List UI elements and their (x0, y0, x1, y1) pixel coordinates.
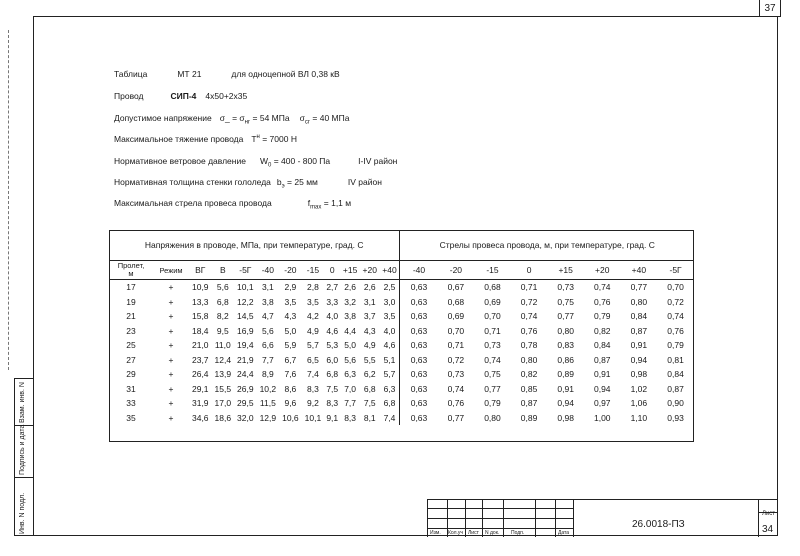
cell-span: 17 (126, 282, 136, 293)
cell-stress: 9,6 (284, 398, 297, 409)
cell-sag: 1,06 (630, 398, 648, 409)
cell-stress: 21,9 (237, 354, 254, 365)
cell-sag: 1,00 (593, 412, 611, 423)
cell-sag: 0,74 (520, 311, 538, 322)
cell-sag: 0,70 (667, 282, 684, 293)
sag-group-header: Стрелы провеса провода, м, при температуре, град. С (400, 230, 694, 261)
cell-stress: 5,7 (383, 369, 396, 380)
table-row (109, 396, 694, 411)
cell-sag: 0,71 (520, 282, 538, 293)
cell-stress: 4,3 (284, 311, 297, 322)
cell-stress: 12,2 (237, 296, 254, 307)
cell-stress: 6,8 (363, 383, 376, 394)
cell-sag: 0,73 (557, 282, 574, 293)
cell-stress: 5,0 (344, 340, 357, 351)
cell-sag: 0,80 (520, 354, 538, 365)
cell-stress: 5,0 (284, 325, 297, 336)
cell-stress: 7,6 (284, 369, 297, 380)
cell-mode: + (168, 354, 174, 365)
cell-span: 25 (126, 340, 136, 351)
cell-stress: 7,4 (383, 412, 396, 423)
cell-sag: 0,84 (593, 340, 611, 351)
cell-stress: 3,2 (344, 296, 357, 307)
stamp-label-date: Дата (558, 530, 570, 536)
cell-stress: 4,0 (326, 311, 339, 322)
col-header-stress: В (212, 261, 235, 280)
cell-sag: 0,82 (520, 369, 538, 380)
cell-stress: 29,1 (191, 383, 209, 394)
cell-stress: 4,7 (261, 311, 274, 322)
cell-sag: 0,68 (447, 296, 465, 307)
cell-sag: 0,67 (447, 282, 465, 293)
cell-sag: 0,91 (593, 369, 611, 380)
cell-stress: 6,8 (383, 398, 396, 409)
cell-sag: 0,94 (630, 354, 648, 365)
cell-stress: 7,7 (261, 354, 274, 365)
cell-mode: + (168, 282, 174, 293)
cell-stress: 34,6 (191, 412, 209, 423)
col-header-sag: +15 (547, 261, 584, 280)
cell-stress: 5,5 (363, 354, 376, 365)
cell-sag: 0,78 (520, 340, 538, 351)
cell-stress: 16,9 (237, 325, 254, 336)
cell-stress: 13,3 (191, 296, 209, 307)
cell-sag: 0,85 (520, 383, 538, 394)
cell-stress: 24,4 (237, 369, 254, 380)
cell-stress: 6,5 (307, 354, 319, 365)
cell-mode: + (168, 398, 174, 409)
cell-stress: 10,6 (282, 412, 299, 423)
cell-stress: 4,3 (363, 325, 376, 336)
cell-sag: 0,63 (400, 295, 438, 310)
side-label-signature: Подпись и дата (19, 424, 26, 475)
stamp-label-count: Кол.уч (448, 530, 463, 536)
cell-stress: 2,6 (344, 282, 357, 293)
wind-line: Нормативное ветровое давление $W_0 = 400 - 800$ Па I-IV район (114, 156, 398, 169)
cell-stress: 6,0 (326, 354, 339, 365)
stress-group-header: Напряжения в проводе, МПа, при температуре, град. С (109, 230, 400, 261)
cell-stress: 11,5 (259, 398, 276, 409)
cell-sag: 0,80 (557, 325, 574, 336)
table-row (109, 382, 694, 397)
col-header-stress: -40 (257, 261, 280, 280)
cell-mode: + (168, 296, 174, 307)
cell-stress: 5,6 (344, 354, 357, 365)
cell-sag: 0,76 (667, 325, 684, 336)
cell-sag: 0,83 (557, 340, 574, 351)
data-table (109, 230, 694, 425)
cell-stress: 6,2 (363, 369, 376, 380)
cell-stress: 3,5 (284, 296, 297, 307)
cell-stress: 8,9 (261, 369, 274, 380)
cell-stress: 8,3 (307, 383, 319, 394)
col-header-stress: -5Г (234, 261, 257, 280)
cell-span: 33 (126, 398, 136, 409)
cell-sag: 0,84 (667, 369, 684, 380)
cell-sag: 0,71 (447, 340, 465, 351)
table-row (109, 280, 694, 295)
cell-span: 23 (126, 325, 136, 336)
cell-stress: 8,3 (344, 412, 357, 423)
cell-stress: 6,8 (326, 369, 339, 380)
cell-sag: 0,79 (593, 311, 611, 322)
cell-sag: 0,72 (667, 296, 684, 307)
cell-stress: 6,8 (216, 296, 229, 307)
cell-stress: 6,3 (383, 383, 396, 394)
cell-stress: 12,9 (259, 412, 277, 423)
cell-sag: 0,72 (447, 354, 465, 365)
col-header-sag: +20 (584, 261, 621, 280)
cell-stress: 7,4 (307, 369, 319, 380)
stamp-label-change: Изм. (430, 530, 441, 536)
cell-span: 31 (126, 383, 136, 394)
cell-mode: + (168, 369, 174, 380)
cell-stress: 5,9 (284, 340, 297, 351)
cell-mode: + (168, 311, 174, 322)
cell-stress: 10,9 (191, 282, 209, 293)
cell-stress: 12,4 (214, 354, 232, 365)
wire-line: Провод СИП-4 4х50+2х35 (114, 91, 248, 101)
cell-sag: 0,71 (484, 325, 501, 336)
col-header-sag: +40 (621, 261, 658, 280)
cell-mode: + (168, 325, 174, 336)
cell-stress: 26,4 (191, 369, 209, 380)
cell-sag: 0,97 (593, 398, 611, 409)
cell-span: 21 (126, 311, 136, 322)
cell-stress: 7,0 (344, 383, 357, 394)
col-header-stress: +20 (360, 261, 380, 280)
table-row (109, 338, 694, 353)
cell-stress: 4,2 (307, 311, 319, 322)
cell-stress: 7,5 (326, 383, 339, 394)
stamp-label-doc: N док. (485, 530, 500, 536)
cell-stress: 6,6 (261, 340, 274, 351)
cell-span: 27 (126, 354, 136, 365)
cell-sag: 0,72 (520, 296, 538, 307)
col-header-sag: -40 (400, 261, 438, 280)
cell-sag: 0,87 (520, 398, 538, 409)
cell-sag: 0,63 (400, 396, 438, 411)
cell-stress: 5,3 (326, 340, 339, 351)
cell-sag: 0,76 (447, 398, 465, 409)
cell-sag: 0,79 (667, 340, 684, 351)
cell-stress: 3,8 (261, 296, 274, 307)
cell-sag: 1,10 (630, 412, 648, 423)
cell-sag: 0,74 (447, 383, 465, 394)
cell-stress: 19,4 (237, 340, 254, 351)
cell-sag: 0,68 (484, 282, 501, 293)
cell-stress: 8,6 (284, 383, 297, 394)
cell-stress: 4,6 (326, 325, 339, 336)
col-header-span: Пролет, м (109, 261, 153, 280)
cell-stress: 26,9 (237, 383, 254, 394)
cell-stress: 18,4 (191, 325, 209, 336)
cell-stress: 8,2 (216, 311, 229, 322)
cell-sag: 0,91 (557, 383, 574, 394)
cell-sag: 0,90 (667, 398, 684, 409)
col-header-stress: +15 (340, 261, 360, 280)
col-header-stress: 0 (324, 261, 340, 280)
cell-sag: 0,76 (593, 296, 611, 307)
sag-line: Максимальная стрела провеса провода $f_{max} = 1,1$ м (114, 198, 352, 211)
cell-stress: 10,1 (304, 412, 322, 423)
cell-sag: 0,63 (400, 367, 438, 382)
cell-sag: 0,63 (400, 324, 438, 339)
cell-sag: 0,70 (447, 325, 465, 336)
cell-stress: 5,7 (307, 340, 319, 351)
cell-sag: 0,87 (593, 354, 611, 365)
cell-stress: 2,8 (307, 282, 319, 293)
cell-sag: 0,81 (667, 354, 684, 365)
col-header-stress: ВГ (189, 261, 212, 280)
cell-stress: 9,2 (307, 398, 319, 409)
cell-sag: 0,84 (630, 311, 648, 322)
cell-stress: 9,1 (326, 412, 339, 423)
cell-stress: 3,3 (326, 296, 339, 307)
cell-sag: 0,69 (484, 296, 501, 307)
cell-stress: 15,8 (191, 311, 209, 322)
cell-sag: 0,89 (520, 412, 538, 423)
side-label-inventory: Инв. N подл. (19, 492, 26, 534)
cell-stress: 11,0 (214, 340, 231, 351)
cell-stress: 21,0 (191, 340, 209, 351)
cell-sag: 0,75 (557, 296, 574, 307)
cell-stress: 18,6 (214, 412, 232, 423)
cell-stress: 2,7 (326, 282, 339, 293)
col-header-stress: -15 (302, 261, 325, 280)
cell-sag: 0,91 (630, 340, 648, 351)
col-header-sag: -15 (474, 261, 511, 280)
cell-stress: 14,5 (237, 311, 254, 322)
cell-sag: 0,89 (557, 369, 574, 380)
ice-line: Нормативная толщина стенки гололеда $b_э = 25$ мм IV район (114, 177, 382, 190)
cell-mode: + (168, 383, 174, 394)
cell-sag: 0,94 (557, 398, 574, 409)
cell-stress: 5,1 (383, 354, 396, 365)
col-header-sag: 0 (511, 261, 548, 280)
cell-sag: 0,63 (400, 411, 438, 426)
cell-sag: 0,82 (593, 325, 611, 336)
cell-stress: 8,3 (326, 398, 339, 409)
table-row (109, 367, 694, 382)
cell-sag: 0,86 (557, 354, 574, 365)
cell-sag: 0,77 (447, 412, 465, 423)
cell-span: 19 (126, 296, 136, 307)
tension-line: Максимальное тяжение провода $T^н = 7000$ Н (114, 134, 297, 144)
table-row (109, 324, 694, 339)
table-row (109, 295, 694, 310)
cell-sag: 0,94 (593, 383, 611, 394)
cell-sag: 0,73 (447, 369, 465, 380)
sheet-number: 34 (762, 524, 774, 535)
cell-sag: 0,63 (400, 338, 438, 353)
cell-stress: 3,5 (383, 311, 396, 322)
stress-line: Допустимое напряжение σ_ = $\sigma_{нг} = 54$ МПа $\sigma_{сг} = 40$ МПа (114, 113, 350, 126)
cell-stress: 5,6 (216, 282, 229, 293)
cell-sag: 0,69 (447, 311, 465, 322)
cell-stress: 31,9 (191, 398, 209, 409)
stamp-label-sheet: Лист (468, 530, 479, 536)
cell-sag: 0,77 (630, 282, 648, 293)
cell-stress: 6,3 (344, 369, 357, 380)
cell-sag: 0,98 (557, 412, 574, 423)
cell-stress: 29,5 (237, 398, 254, 409)
cell-stress: 3,1 (261, 282, 274, 293)
cell-stress: 4,9 (307, 325, 319, 336)
cell-sag: 0,73 (484, 340, 501, 351)
cell-stress: 10,1 (237, 282, 254, 293)
side-label-replacement: Взам. инв. N (19, 382, 26, 423)
page-number-top: 37 (759, 0, 781, 17)
cell-mode: + (168, 340, 174, 351)
cell-sag: 0,87 (630, 325, 648, 336)
cell-stress: 3,7 (363, 311, 376, 322)
cell-sag: 0,74 (484, 354, 501, 365)
cell-stress: 3,5 (307, 296, 319, 307)
cell-stress: 32,0 (237, 412, 254, 423)
cell-stress: 7,5 (363, 398, 376, 409)
cell-sag: 0,74 (593, 282, 611, 293)
cell-stress: 4,9 (363, 340, 376, 351)
col-header-sag: -5Г (657, 261, 694, 280)
cell-sag: 1,02 (630, 383, 648, 394)
cell-stress: 3,0 (383, 296, 396, 307)
cell-stress: 8,1 (363, 412, 376, 423)
col-header-sag: -20 (438, 261, 475, 280)
cell-stress: 3,8 (344, 311, 357, 322)
sheet-label: Лист (762, 511, 776, 517)
cell-stress: 9,5 (216, 325, 229, 336)
table-row (109, 411, 694, 426)
cell-sag: 0,63 (400, 382, 438, 397)
cell-sag: 0,77 (557, 311, 574, 322)
cell-sag: 0,80 (630, 296, 648, 307)
cell-stress: 6,7 (284, 354, 297, 365)
cell-stress: 2,9 (284, 282, 297, 293)
cell-stress: 13,9 (214, 369, 232, 380)
cell-sag: 0,76 (520, 325, 538, 336)
cell-sag: 0,70 (484, 311, 501, 322)
stamp-label-sign: Подп. (511, 530, 525, 536)
cell-sag: 0,93 (667, 412, 684, 423)
table-row (109, 353, 694, 368)
cell-sag: 0,75 (484, 369, 501, 380)
col-header-stress: -20 (279, 261, 302, 280)
cell-mode: + (168, 412, 174, 423)
table-title-line: Таблица МТ 21 для одноцепной ВЛ 0,38 кВ (114, 69, 340, 79)
cell-stress: 2,6 (363, 282, 376, 293)
cell-sag: 0,87 (667, 383, 684, 394)
document-code: 26.0018-ПЗ (632, 519, 685, 530)
cell-stress: 4,6 (383, 340, 396, 351)
table-row (109, 309, 694, 324)
cell-stress: 23,7 (191, 354, 209, 365)
cell-sag: 0,80 (484, 412, 501, 423)
cell-stress: 4,0 (383, 325, 396, 336)
cell-stress: 15,5 (214, 383, 232, 394)
cell-sag: 0,74 (667, 311, 684, 322)
col-header-stress: +40 (380, 261, 400, 280)
cell-sag: 0,63 (400, 353, 438, 368)
cell-sag: 0,79 (484, 398, 501, 409)
col-header-mode: Режим (153, 261, 189, 280)
cell-sag: 0,63 (400, 309, 438, 324)
cell-stress: 3,1 (363, 296, 376, 307)
cell-span: 29 (126, 369, 136, 380)
title-block (427, 499, 778, 537)
cell-span: 35 (126, 412, 136, 423)
cell-sag: 0,98 (630, 369, 648, 380)
cell-sag: 0,77 (484, 383, 501, 394)
cell-stress: 4,4 (344, 325, 357, 336)
cell-sag: 0,63 (400, 280, 438, 295)
cell-stress: 7,7 (344, 398, 357, 409)
cell-stress: 10,2 (259, 383, 277, 394)
cell-stress: 5,6 (261, 325, 274, 336)
cell-stress: 17,0 (214, 398, 232, 409)
cell-stress: 2,5 (383, 282, 396, 293)
